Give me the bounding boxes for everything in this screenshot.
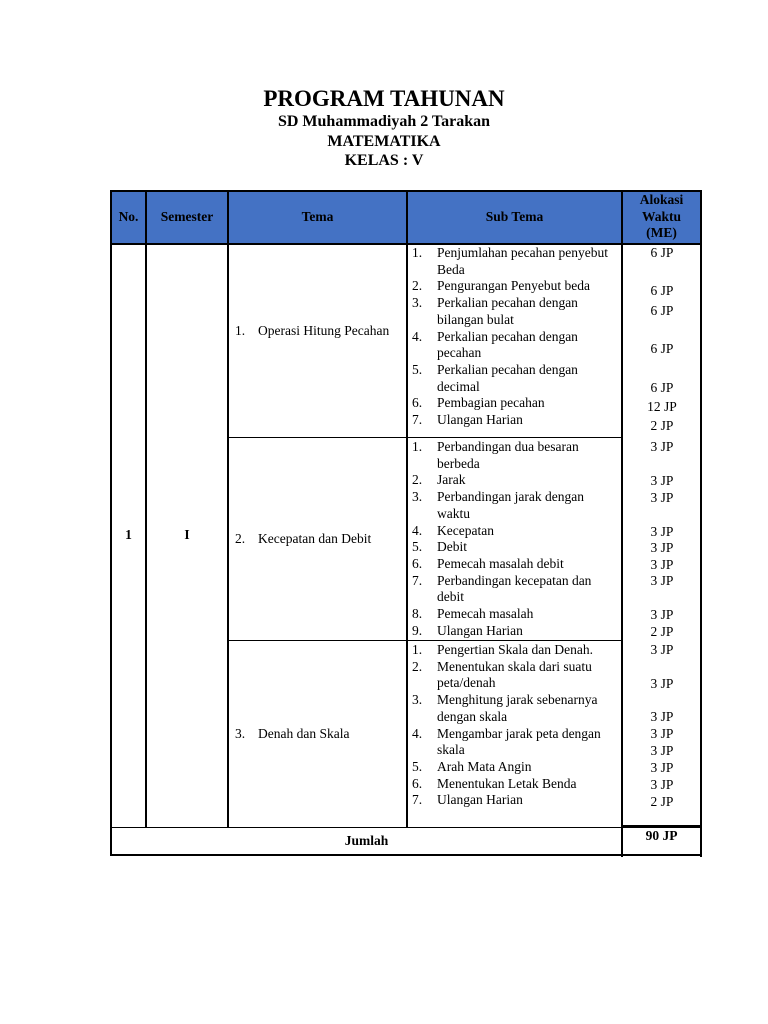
alokasi-value: 3 JP	[650, 726, 674, 741]
alokasi-value: 6 JP	[650, 380, 674, 395]
tema-1: 1. Operasi Hitung Pecahan	[235, 323, 390, 338]
subject-name: MATEMATIKA	[327, 133, 441, 150]
alokasi-value: 6 JP	[650, 245, 674, 260]
list-item: 3. Menghitung jarak sebenarnya dengan skala	[412, 692, 598, 724]
header-semester: Semester	[160, 209, 214, 224]
document-title: PROGRAM TAHUNAN	[263, 86, 505, 111]
list-item: 2. Pengurangan Penyebut beda	[412, 278, 590, 294]
school-name: SD Muhammadiyah 2 Tarakan	[277, 113, 491, 130]
alokasi-value: 3 JP	[650, 540, 674, 555]
list-item: 6. Pemecah masalah debit	[412, 555, 564, 571]
alokasi-value: 12 JP	[647, 399, 677, 414]
list-item: 7. Perbandingan kecepatan dan debit	[412, 572, 592, 605]
tema-3: 3. Denah dan Skala	[235, 726, 350, 741]
alokasi-value: 3 JP	[650, 524, 674, 539]
list-item: 7. Ulangan Harian	[412, 792, 523, 808]
alokasi-value: 3 JP	[650, 743, 674, 758]
list-item: 1. Pengertian Skala dan Denah.	[412, 642, 593, 657]
list-item: 1. Perbandingan dua besaran berbeda	[412, 439, 579, 471]
row-number: 1	[125, 527, 132, 542]
alokasi-value: 6 JP	[650, 341, 674, 356]
list-item: 5. Perkalian pecahan dengan decimal	[412, 361, 578, 394]
alokasi-value: 3 JP	[650, 473, 674, 488]
header-sub-tema: Sub Tema	[485, 209, 544, 224]
list-item: 2. Jarak	[412, 472, 466, 488]
alokasi-value: 3 JP	[650, 676, 674, 691]
list-item: 1. Penjumlahan pecahan penyebut Beda	[412, 245, 608, 277]
list-item: 8. Pemecah masalah	[412, 606, 534, 622]
list-item: 4. Mengambar jarak peta dengan skala	[412, 725, 601, 758]
alokasi-value: 6 JP	[650, 283, 674, 298]
list-item: 3. Perkalian pecahan dengan bilangan bulat	[412, 295, 578, 327]
alokasi-value: 2 JP	[650, 418, 674, 433]
total-label: Jumlah	[344, 833, 389, 848]
alokasi-value: 3 JP	[650, 573, 674, 588]
alokasi-value: 3 JP	[650, 490, 674, 505]
sub-tema-list-1	[412, 245, 620, 429]
total-value: 90 JP	[645, 828, 678, 843]
list-item: 6. Menentukan Letak Benda	[412, 775, 577, 791]
row-semester: I	[184, 527, 190, 542]
tema-2: 2. Kecepatan dan Debit	[235, 531, 372, 546]
sub-tema-list-2	[412, 439, 620, 639]
header-alokasi-waktu: Alokasi Waktu (ME)	[639, 192, 684, 241]
alokasi-value: 3 JP	[650, 607, 674, 622]
alokasi-value: 6 JP	[650, 303, 674, 318]
alokasi-value: 3 JP	[650, 777, 674, 792]
alokasi-value: 3 JP	[650, 760, 674, 775]
header-tema: Tema	[301, 209, 334, 224]
list-item: 5. Debit	[412, 539, 467, 555]
list-item: 9. Ulangan Harian	[412, 622, 523, 638]
class-level: KELAS : V	[344, 152, 424, 169]
alokasi-value: 3 JP	[650, 642, 674, 657]
header-no: No.	[118, 209, 139, 224]
list-item: 4. Kecepatan	[412, 522, 494, 538]
list-item: 5. Arah Mata Angin	[412, 758, 532, 774]
list-item: 2. Menentukan skala dari suatu peta/denah	[412, 658, 592, 691]
list-item: 4. Perkalian pecahan dengan pecahan	[412, 328, 578, 361]
alokasi-value: 2 JP	[650, 624, 674, 639]
alokasi-value: 2 JP	[650, 794, 674, 809]
list-item: 6. Pembagian pecahan	[412, 395, 545, 411]
list-item: 3. Perbandingan jarak dengan waktu	[412, 489, 584, 521]
alokasi-value: 3 JP	[650, 557, 674, 572]
alokasi-value: 3 JP	[650, 709, 674, 724]
sub-tema-list-3	[412, 642, 620, 809]
list-item: 7. Ulangan Harian	[412, 412, 523, 428]
alokasi-value: 3 JP	[650, 439, 674, 454]
